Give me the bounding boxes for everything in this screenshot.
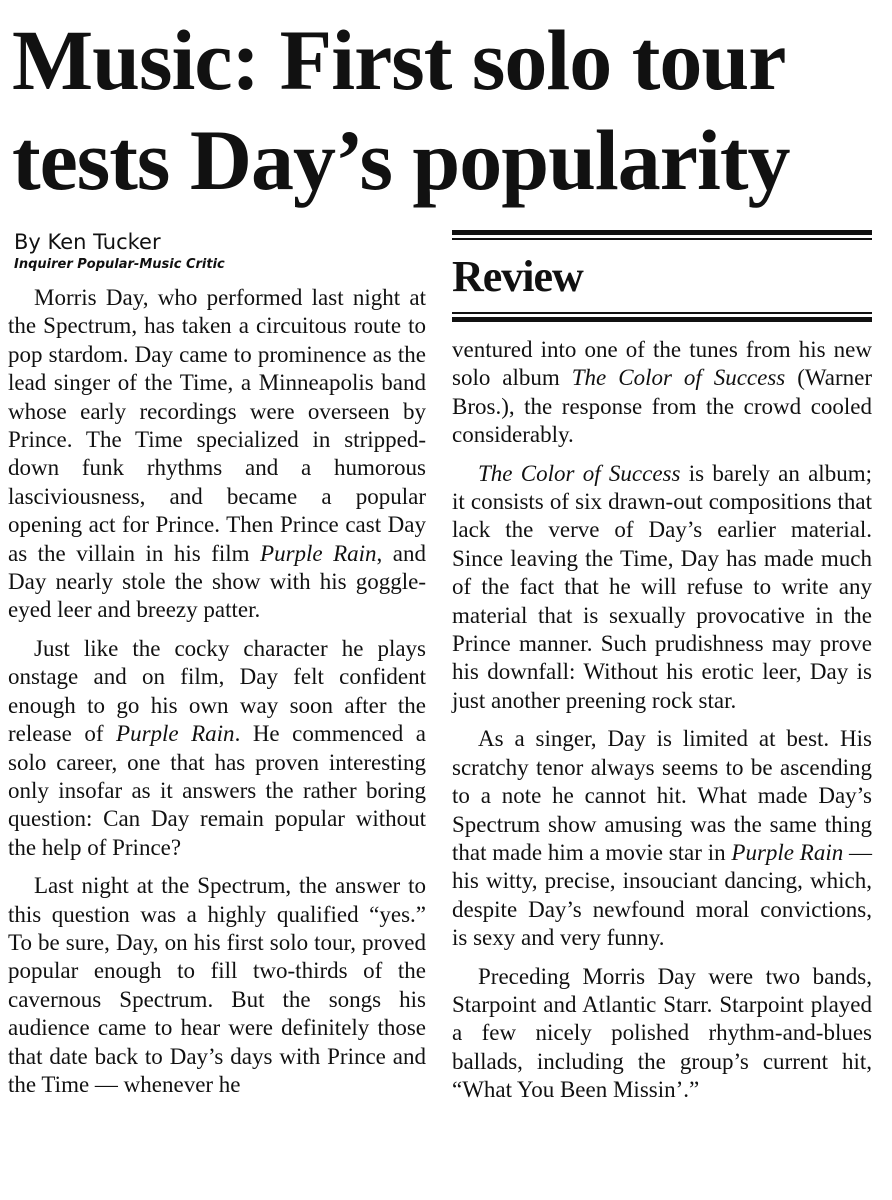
headline-line-1: Music: First solo tour (12, 12, 786, 108)
album-title: The Color of Success (478, 460, 681, 486)
paragraph-5-end: — his witty, precise, insouciant dancing, which, despite Day’s newfound moral convictions, is sexy and very funny. (452, 839, 873, 951)
paragraph-6: Preceding Morris Day were two bands, Starpoint and Atlantic Starr. Starpoint played a few nicely polished rhythm-and-blues ballads, including the group’s current hit, “What You Been Missin’.” (452, 963, 872, 1103)
byline-name: By Ken Tucker (14, 230, 161, 254)
paragraph-1-text: Morris Day, who performed last night at the Spectrum, has taken a circuitous route to pop stardom. Day came to prominence as the lead singer of the Time, a Minneapolis band whose early recordings were overseen by Prince. The Time specialized in stripped-down funk rhythms and a humorous lasciviousness, and became a popular opening act for Prince. Then Prince cast Day as the villain in his film (8, 285, 426, 566)
album-title: The Color of Success (571, 365, 786, 391)
paragraph-1-end: , and Day nearly stole the show with his goggle-eyed leer and breezy patter. (8, 540, 426, 623)
left-column (8, 228, 426, 1109)
paragraph-4-text: is barely an album; it consists of six drawn-out compositions that lack the verve of Day’s earlier material. Since leaving the Time, Day has made much of the fact that he will refuse to write any material that is sexually provocative in the Prince manner. Such prudishness may prove his downfall: Without his erotic leer, Day is just another preening rock star. (452, 460, 872, 713)
headline-line-2: tests Day’s popularity (12, 112, 790, 208)
paragraph-3-cont-end: (Warner Bros.), the response from the crowd cooled considerably. (452, 365, 872, 448)
paragraph-3: Last night at the Spectrum, the answer to this question was a highly qualified “yes.” To be sure, Day, on his first solo tour, proved popular enough to fill two-thirds of the cavernous Spectrum. But the songs his audience came to hear were definitely those that date back to Day’s days with Prince and the Time — whenever he (8, 873, 426, 1097)
film-title: Purple Rain (731, 839, 844, 865)
paragraph-2-text: Just like the cocky character he plays onstage and on film, Day felt confident enough to go his own way soon after the release of (8, 635, 426, 747)
rule-top-thin (452, 238, 872, 240)
paragraph-2-end: . He commenced a solo career, one that has proven interesting only insofar as it answers the rather boring question: Can Day remain popular without the help of Prince? (8, 721, 426, 860)
right-column (452, 230, 872, 1115)
rule-bottom-thin (452, 312, 872, 314)
review-label: Review (452, 252, 583, 301)
paragraph-3-continued (452, 336, 872, 450)
review-section-header (452, 230, 872, 322)
paragraph-1 (8, 284, 426, 625)
rule-top-thick (452, 230, 872, 235)
paragraph-5-text: As a singer, Day is limited at best. His scratchy tenor always seems to be ascending to a note he cannot hit. What made Day’s Spectrum show amusing was the same thing that made him a movie star in (452, 726, 872, 865)
headline (12, 10, 882, 210)
film-title: Purple Rain (260, 540, 377, 566)
paragraph-4 (452, 460, 872, 716)
paragraph-3-cont-text: ventured into one of the tunes from his new solo album (452, 337, 872, 391)
film-title: Purple Rain (116, 721, 235, 747)
paragraph-5 (452, 725, 872, 952)
byline-title: Inquirer Popular-Music Critic (14, 257, 225, 272)
rule-bottom-thick (452, 317, 872, 322)
paragraph-2 (8, 635, 426, 862)
